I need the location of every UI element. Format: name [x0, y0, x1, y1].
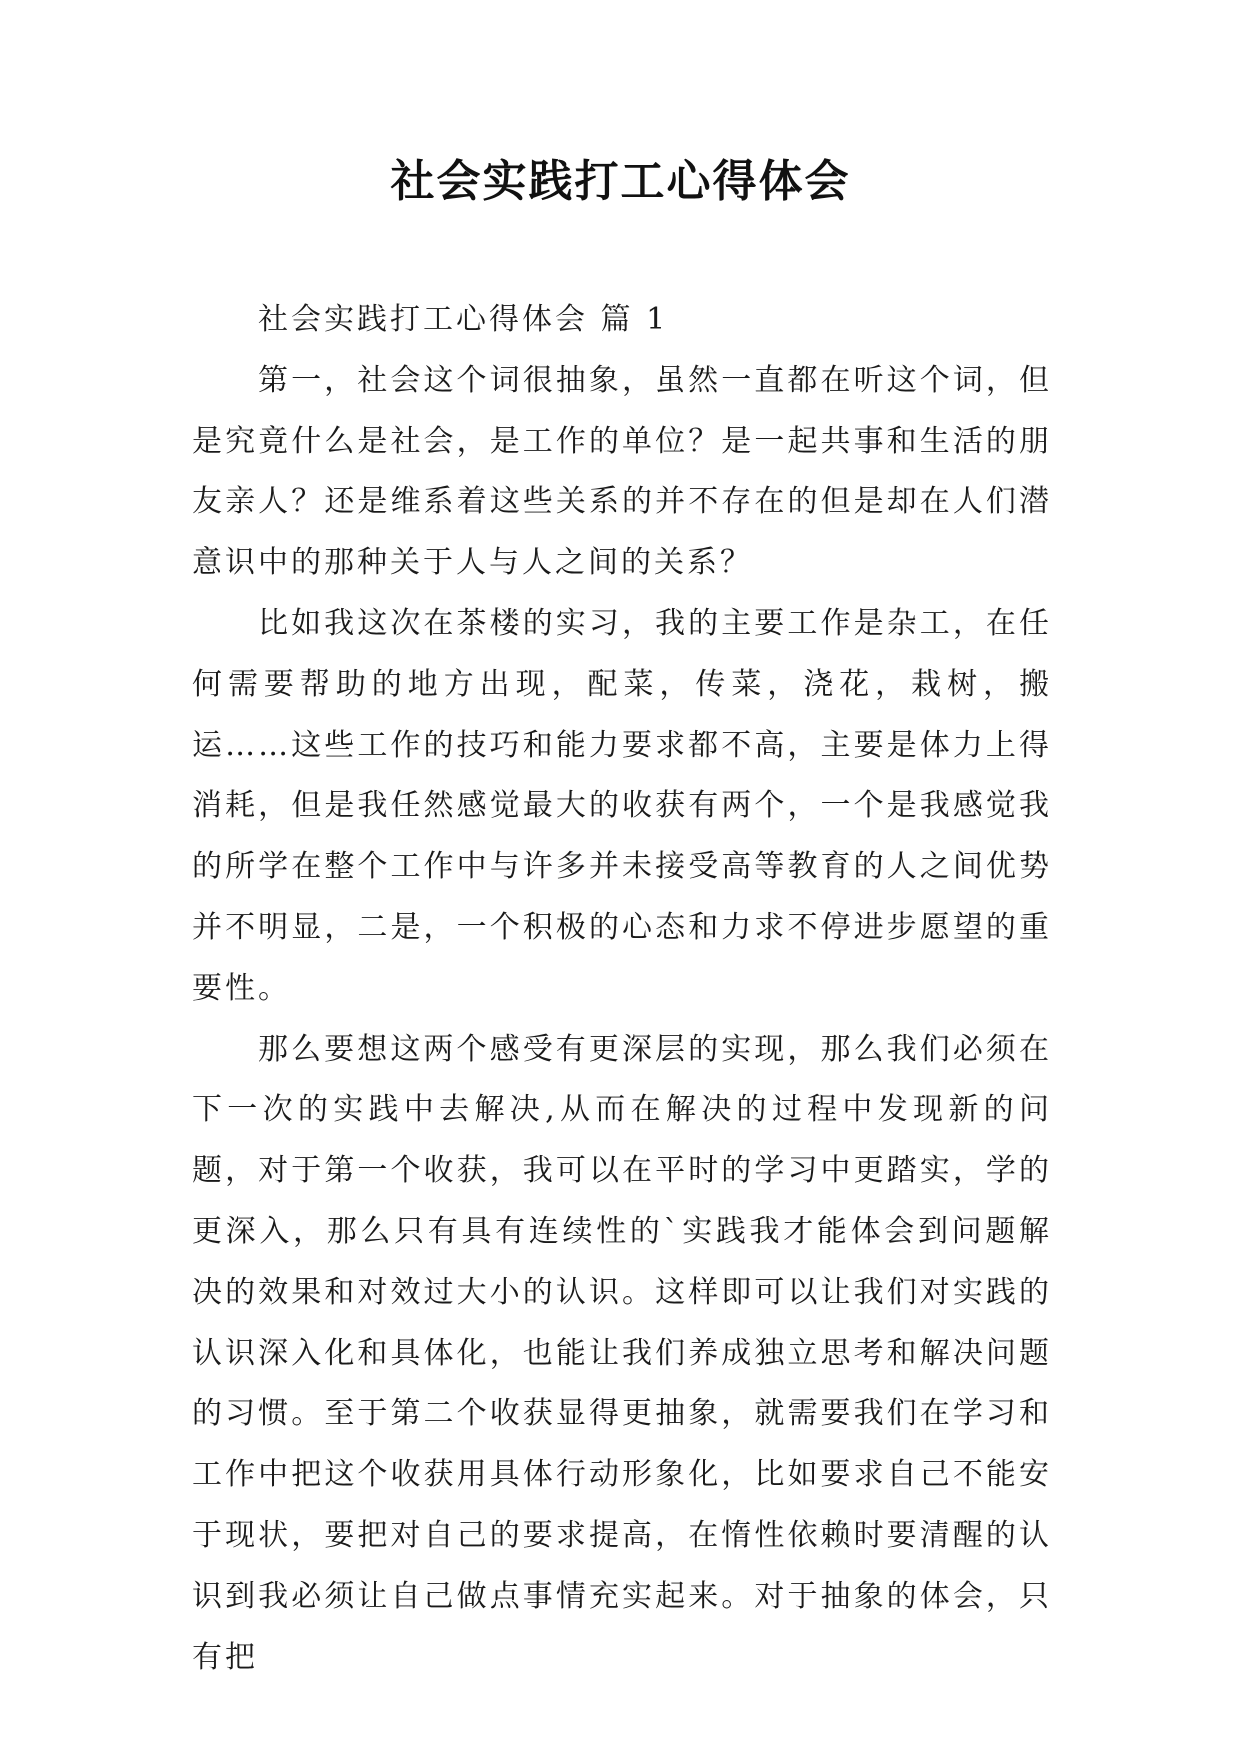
paragraph: 比如我这次在茶楼的实习，我的主要工作是杂工，在任何需要帮助的地方出现，配菜，传菜，浇花，栽树，搬运……这些工作的技巧和能力要求都不高，主要是体力上得消耗，但是我任然感觉最大的收获有两个，一个是我感觉我的所学在整个工作中与许多并未接受高等教育的人之间优势并不明显，二是，一个积极的心态和力求不停进步愿望的重要性。: [192, 605, 1052, 1006]
section-heading: 社会实践打工心得体会 篇 1: [258, 302, 669, 337]
paragraph: 第一，社会这个词很抽象，虽然一直都在听这个词，但是究竟什么是社会，是工作的单位？是一起共事和生活的朋友亲人？还是维系着这些关系的并不存在的但是却在人们潜意识中的那种关于人与人之间的关系？: [192, 362, 1052, 581]
document-title: 社会实践打工心得体会: [390, 156, 851, 207]
document-body: [192, 290, 1052, 1688]
paragraph: 那么要想这两个感受有更深层的实现，那么我们必须在下一次的实践中去解决,从而在解决的过程中发现新的问题，对于第一个收获，我可以在平时的学习中更踏实，学的更深入，那么只有具有连续性的`实践我才能体会到问题解决的效果和对效过大小的认识。这样即可以让我们对实践的认识深入化和具体化，也能让我们养成独立思考和解决问题的习惯。至于第二个收获显得更抽象，就需要我们在学习和工作中把这个收获用具体行动形象化，比如要求自己不能安于现状，要把对自己的要求提高，在惰性依赖时要清醒的认识到我必须让自己做点事情充实起来。对于抽象的体会，只有把: [192, 1031, 1052, 1675]
